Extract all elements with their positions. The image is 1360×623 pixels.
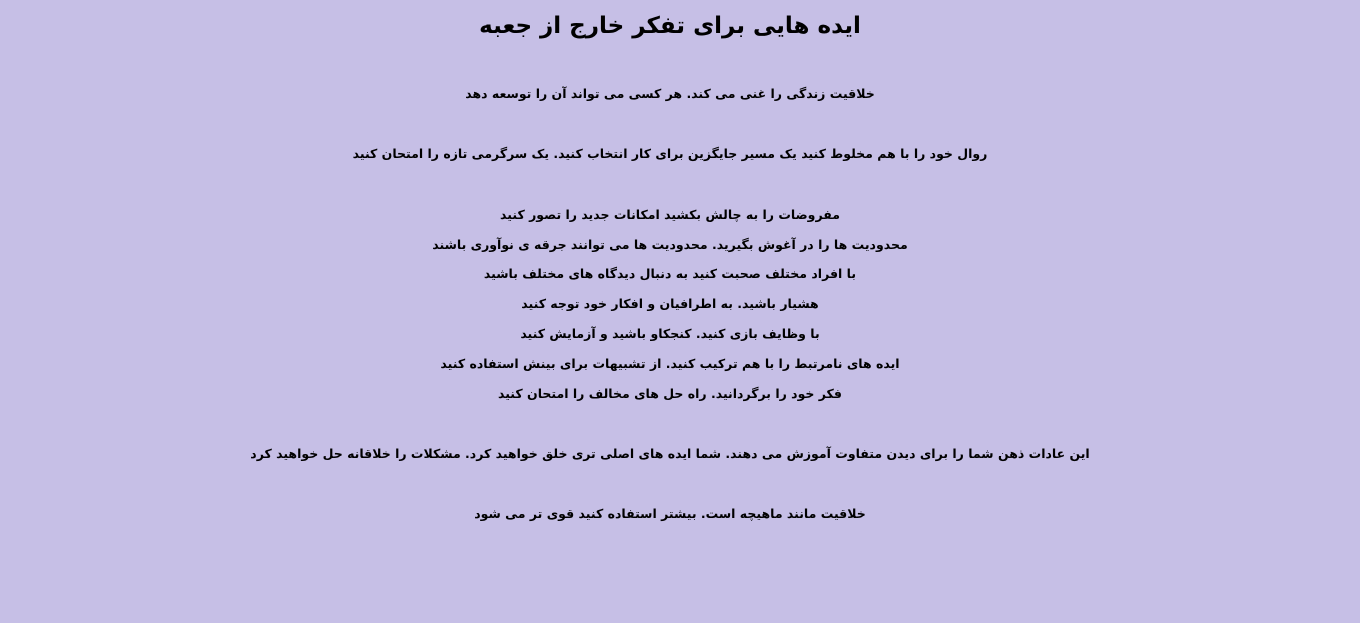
routine-paragraph: روال خود را با هم مخلوط کنید یک مسیر جایگزین برای کار انتخاب کنید. یک سرگرمی تازه را امتحان کنید (352, 146, 988, 161)
tip-item: ایده های نامرتبط را با هم ترکیب کنید. از تشبیهات برای بینش استفاده کنید (440, 356, 900, 371)
tip-item: با وظایف بازی کنید. کنجکاو باشید و آزمایش کنید (520, 326, 820, 341)
tip-item: هشیار باشید. به اطرافیان و افکار خود توجه کنید (521, 296, 819, 311)
page-title: ایده هایی برای تفکر خارج از جعبه (479, 13, 861, 39)
tip-item: با افراد مختلف صحبت کنید به دنبال دیدگاه های مختلف باشید (483, 266, 857, 281)
closing-paragraph: خلاقیت مانند ماهیچه است. بیشتر استفاده کنید قوی تر می شود (474, 506, 866, 521)
tip-item: فکر خود را برگردانید. راه حل های مخالف را امتحان کنید (497, 386, 842, 401)
summary-paragraph: این عادات ذهن شما را برای دیدن متفاوت آموزش می دهند. شما ایده های اصلی تری خلق خواهید کرد. مشکلات را خلاقانه حل خواهید کرد (250, 446, 1090, 461)
tip-item: محدودیت ها را در آغوش بگیرید. محدودیت ها می توانند جرقه ی نوآوری باشند (432, 237, 908, 252)
intro-paragraph: خلاقیت زندگی را غنی می کند. هر کسی می تواند آن را توسعه دهد (465, 86, 875, 101)
tip-item: مفروضات را به چالش بکشید امکانات جدید را تصور کنید (500, 207, 840, 222)
